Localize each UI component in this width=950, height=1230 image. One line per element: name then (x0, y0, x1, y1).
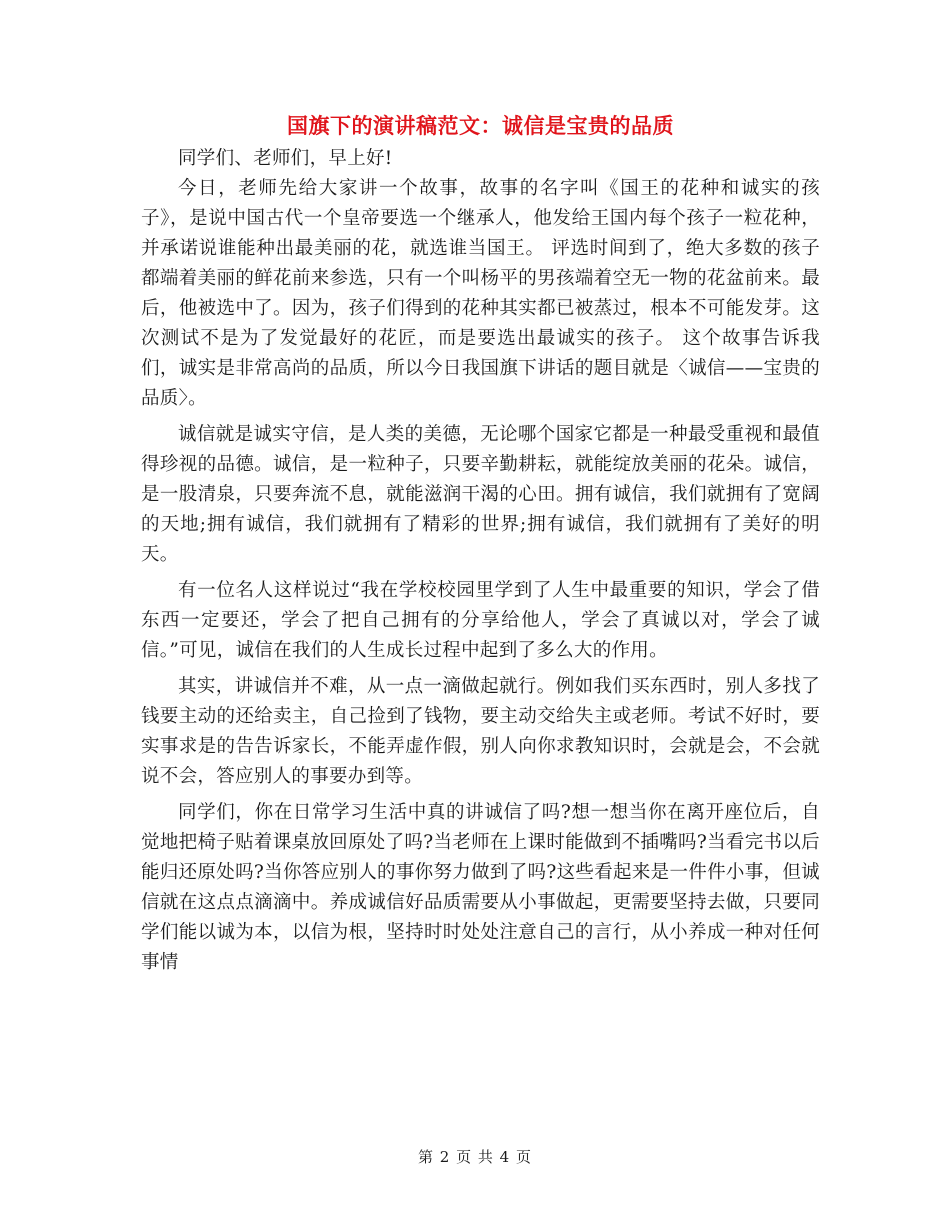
paragraph-story: 今日，老师先给大家讲一个故事，故事的名字叫《国王的花种和诚实的孩子》，是说中国古代一个皇帝要选一个继承人，他发给王国内每个孩子一粒花种，并承诺说谁能种出最美丽的花，就选谁当国王。 评选时间到了，绝大多数的孩子都端着美丽的鲜花前来参选，只有一个叫杨平的男孩端着空无一物的花盆前来。最后，他被选中了。因为，孩子们得到的花种其实都已被蒸过，根本不可能发芽。这次测试不是为了发觉最好的花匠，而是要选出最诚实的孩子。 这个故事告诉我们，诚实是非常高尚的品质，所以今日我国旗下讲话的题目就是〈诚信——宝贵的品质〉。 (141, 178, 820, 409)
document-title: 国旗下的演讲稿范文：诚信是宝贵的品质 (287, 113, 674, 138)
paragraph-reflection: 同学们，你在日常学习生活中真的讲诚信了吗?想一想当你在离开座位后，自觉地把椅子贴着课桌放回原处了吗?当老师在上课时能做到不插嘴吗?当看完书以后能归还原处吗?当你答应别人的事你努力做到了吗?这些看起来是一件件小事，但诚信就在这点点滴滴中。养成诚信好品质需要从小事做起，更需要坚持去做，只要同学们能以诚为本，以信为根，坚持时时处处注意自己的言行，从小养成一种对任何事情 (141, 802, 820, 973)
paragraph-examples: 其实，讲诚信并不难，从一点一滴做起就行。例如我们买东西时，别人多找了钱要主动的还给卖主，自己捡到了钱物，要主动交给失主或老师。考试不好时，要实事求是的告告诉家长，不能弄虚作假，别人向你求教知识时，会就是会，不会就说不会，答应别人的事要办到等。 (141, 676, 820, 787)
page-number-footer: 第 2 页 共 4 页 (418, 1148, 532, 1166)
paragraph-quote: 有一位名人这样说过“我在学校校园里学到了人生中最重要的知识，学会了借东西一定要还，学会了把自己拥有的分享给他人，学会了真诚以对，学会了诚信。”可见，诚信在我们的人生成长过程中起到了多么大的作用。 (141, 580, 820, 661)
paragraph-greeting: 同学们、老师们，早上好! (178, 148, 393, 169)
paragraph-integrity: 诚信就是诚实守信，是人类的美德，无论哪个国家它都是一种最受重视和最值得珍视的品德。诚信，是一粒种子，只要辛勤耕耘，就能绽放美丽的花朵。诚信，是一股清泉，只要奔流不息，就能滋润干渴的心田。拥有诚信，我们就拥有了宽阔的天地;拥有诚信，我们就拥有了精彩的世界;拥有诚信，我们就拥有了美好的明天。 (141, 424, 820, 565)
